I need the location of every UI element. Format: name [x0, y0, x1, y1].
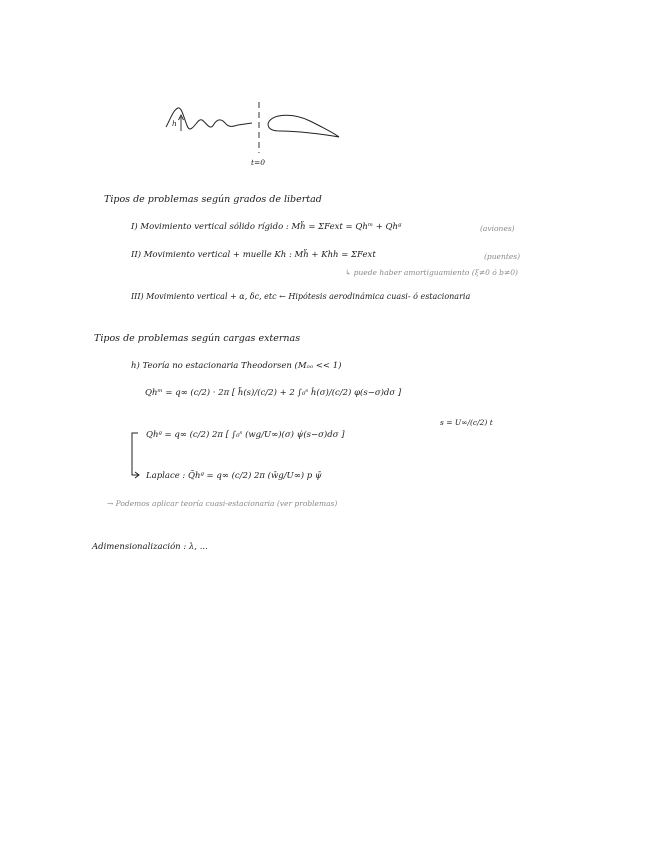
item-h: h) Teoría no estacionaria Theodorsen (Mₒₒ << 1) — [131, 361, 342, 371]
section1-title: Tipos de problemas según grados de libertad — [104, 194, 322, 205]
item1-note: (aviones) — [480, 224, 515, 233]
bracket — [132, 433, 138, 475]
equation-laplace: Laplace : Q̄hᵍ = q∞ (c/2) 2π (w̄g/U∞) p ψ̄ — [146, 471, 322, 481]
t0-label: t=0 — [251, 158, 266, 167]
item1: I) Movimiento vertical sólido rígido : Mḧ = ΣFext = Qhᵐ + Qhᵍ — [131, 222, 402, 232]
item3: III) Movimiento vertical + α, δc, etc ← Hipótesis aerodinámica cuasi- ó estacionaria — [131, 292, 471, 301]
equation-qhg: Qhᵍ = q∞ (c/2) 2π [ ∫₀ˢ (wg/U∞)(σ) ψ̇(s−σ)dσ ] — [146, 430, 345, 440]
equation-s: s = U∞/(c/2) t — [440, 418, 493, 427]
item2: II) Movimiento vertical + muelle Kh : Mḧ + Khh = ΣFext — [131, 250, 376, 260]
section2-title: Tipos de problemas según cargas externas — [94, 333, 301, 344]
h-label: h — [172, 119, 177, 128]
airfoil — [268, 115, 339, 137]
item2-sub: ↳ puede haber amortiguamiento (ξ≠0 ó b≠0) — [345, 268, 518, 277]
note-quasi-static: → Podemos aplicar teoría cuasi-estacionaria (ver problemas) — [107, 499, 338, 508]
item2-note: (puentes) — [484, 252, 521, 261]
equation-qhm: Qhᵐ = q∞ (c/2) · 2π [ ḧ(s)/(c/2) + 2 ∫₀ˢ ḣ(σ)/(c/2) φ(s−σ)dσ ] — [145, 388, 402, 398]
section3-title: Adimensionalización : λ, ... — [92, 542, 208, 552]
